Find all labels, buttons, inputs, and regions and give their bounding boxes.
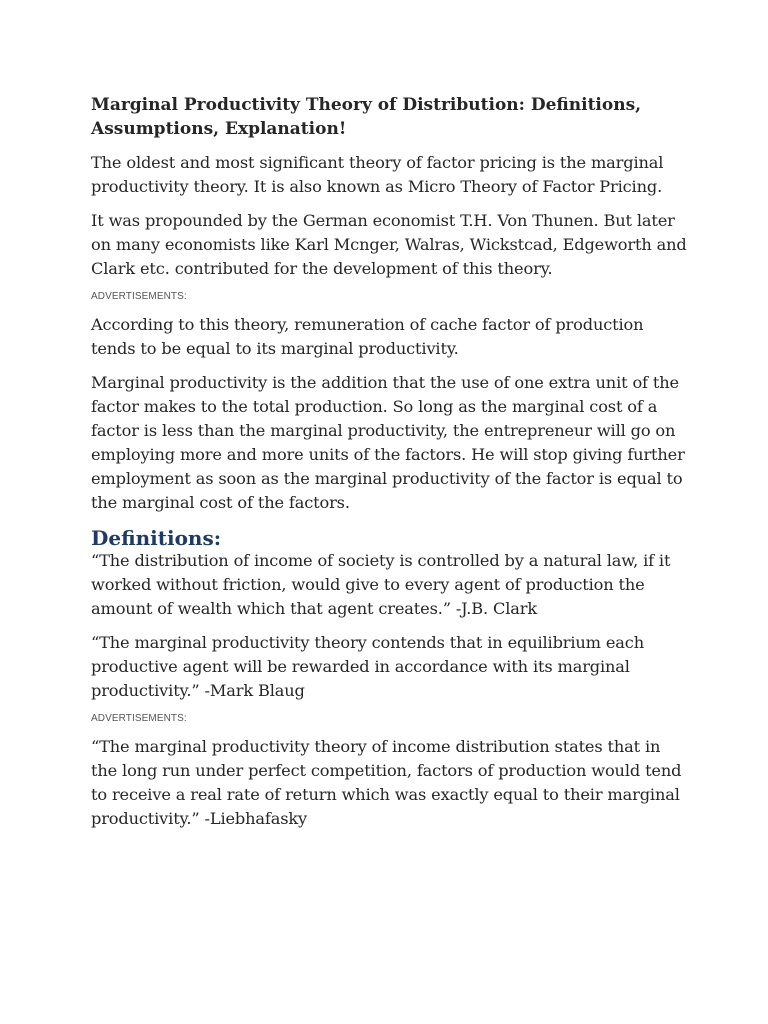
- article: [91, 93, 691, 841]
- quote-liebhafasky: “The marginal productivity theory of income distribution states that in the long run under perfect competition, factors of production would tend to receive a real rate of return which was exactly equal to their marginal productivity.” -Liebhafasky: [91, 737, 682, 828]
- paragraph-intro: The oldest and most significant theory of factor pricing is the marginal productivity theory. It is also known as Micro Theory of Factor Pricing.: [91, 153, 664, 196]
- quote-clark: “The distribution of income of society is controlled by a natural law, if it worked without friction, would give to every agent of production the amount of wealth which that agent creates.” -J.B. Clark: [91, 551, 671, 618]
- article-title: Marginal Productivity Theory of Distribution: Definitions, Assumptions, Explanation!: [91, 95, 642, 139]
- paragraph-marginal-productivity: Marginal productivity is the addition that the use of one extra unit of the factor makes to the total production. So long as the marginal cost of a factor is less than the marginal productivity, the entrepreneur will go on employing more and more units of the factors. He will stop giving further employment as soon as the marginal productivity of the factor is equal to the marginal cost of the factors.: [91, 373, 685, 512]
- paragraph-origin: It was propounded by the German economist T.H. Von Thunen. But later on many economists like Karl Mcnger, Walras, Wickstcad, Edgeworth and Clark etc. contributed for the development of this theory.: [91, 211, 687, 278]
- quote-blaug: “The marginal productivity theory contends that in equilibrium each productive agent will be rewarded in accordance with its marginal productivity.” -Mark Blaug: [91, 633, 644, 700]
- advertisement-label: ADVERTISEMENTS:: [91, 713, 187, 724]
- advertisement-label: ADVERTISEMENTS:: [91, 291, 187, 302]
- paragraph-theory: According to this theory, remuneration of cache factor of production tends to be equal to its marginal productivity.: [91, 315, 644, 358]
- definitions-heading: Definitions:: [91, 526, 222, 550]
